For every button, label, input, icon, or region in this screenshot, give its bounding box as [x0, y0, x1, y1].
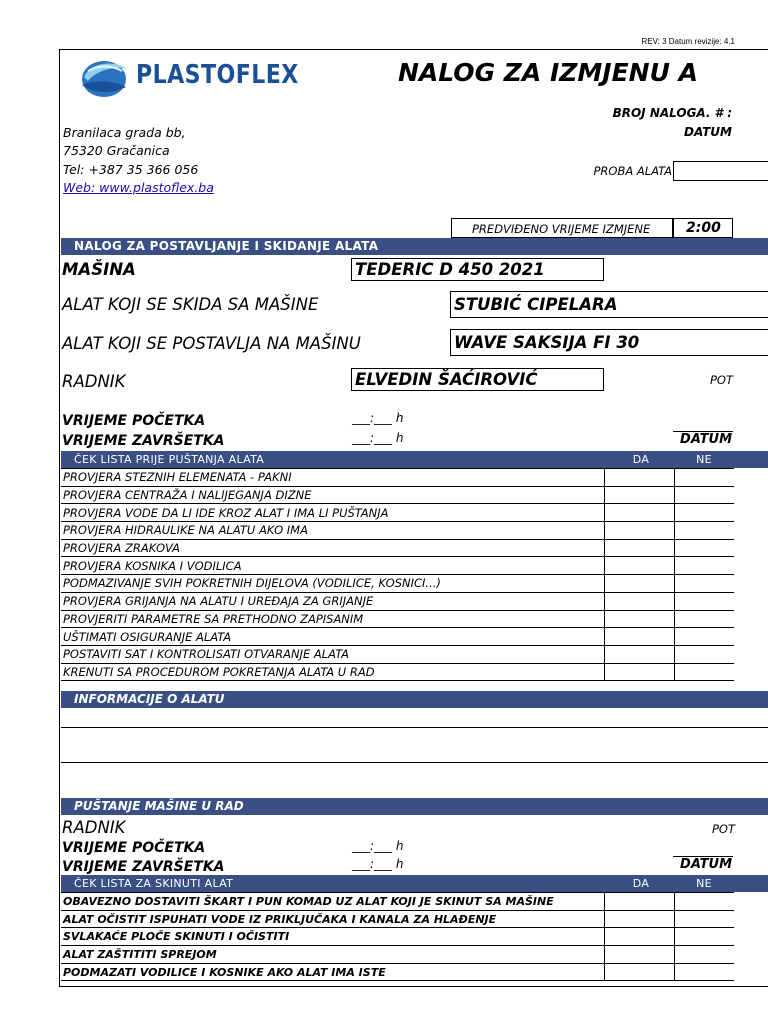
- checklist-row: [61, 645, 734, 663]
- checkbox-ne[interactable]: [674, 963, 734, 981]
- checklist-item-label: PROVJERA ZRAKOVA: [61, 539, 604, 557]
- masina-value: TEDERIC D 450 2021: [355, 260, 545, 279]
- checkbox-ne[interactable]: [674, 928, 734, 946]
- datum-label-1: DATUM: [680, 432, 732, 447]
- checkbox-da[interactable]: [604, 504, 674, 522]
- section-title-postavljanje: NALOG ZA POSTAVLJANJE I SKIDANJE ALATA: [61, 238, 768, 255]
- checkbox-ne[interactable]: [674, 575, 734, 593]
- document-title: NALOG ZA IZMJENU A: [398, 58, 698, 87]
- checklist-row: [61, 592, 734, 610]
- radnik-label-2: RADNIK: [62, 818, 126, 837]
- checkbox-da[interactable]: [604, 645, 674, 663]
- checklist-row: [61, 469, 734, 487]
- informacije-text-area[interactable]: [61, 708, 768, 798]
- checkbox-ne[interactable]: [674, 910, 734, 928]
- section-title-informacije: INFORMACIJE O ALATU: [61, 691, 768, 708]
- checklist-remove-table: [61, 892, 734, 981]
- checkbox-ne[interactable]: [674, 486, 734, 504]
- checkbox-da[interactable]: [604, 557, 674, 575]
- checkbox-ne[interactable]: [674, 504, 734, 522]
- checkbox-da[interactable]: [604, 628, 674, 646]
- checklist-row: [61, 963, 734, 981]
- checkbox-da[interactable]: [604, 539, 674, 557]
- checklist-row: [61, 628, 734, 646]
- checklist-item-label: PROVJERA VODE DA LI IDE KROZ ALAT I IMA LI PUŠTANJA: [61, 504, 604, 522]
- predvideno-value-box[interactable]: [673, 218, 733, 238]
- checkbox-da[interactable]: [604, 663, 674, 681]
- website-link[interactable]: Web: www.plastoflex.ba: [63, 180, 214, 195]
- proba-alata-field[interactable]: [673, 161, 768, 181]
- phone-number: Tel: +387 35 366 056: [63, 162, 199, 177]
- alat-skida-value: STUBIĆ CIPELARA: [454, 295, 618, 314]
- checklist-row: [61, 610, 734, 628]
- plastoflex-logo-icon: [78, 57, 134, 101]
- predvideno-box: [451, 218, 673, 238]
- checkbox-da[interactable]: [604, 963, 674, 981]
- checklist-item-label: PODMAZATI VODILICE I KOSNIKE AKO ALAT IMA ISTE: [61, 963, 604, 981]
- checkbox-ne[interactable]: [674, 522, 734, 540]
- checkbox-da[interactable]: [604, 592, 674, 610]
- checkbox-da[interactable]: [604, 522, 674, 540]
- checklist-item-label: POSTAVITI SAT I KONTROLISATI OTVARANJE ALATA: [61, 645, 604, 663]
- checklist-item-label: PROVJERA KOSNIKA I VODILICA: [61, 557, 604, 575]
- address-line-2: 75320 Gračanica: [63, 143, 170, 158]
- checklist-item-label: ALAT OČISTIT ISPUHATI VODE IZ PRIKLJUČAKA I KANALA ZA HLAĐENJE: [61, 910, 604, 928]
- checklist-before-table: [61, 468, 734, 681]
- col-ne-header-2: NE: [696, 877, 712, 890]
- checklist-row: [61, 663, 734, 681]
- address-line-1: Branilaca grada bb,: [63, 125, 186, 140]
- col-da-header: DA: [632, 453, 650, 466]
- masina-label: MAŠINA: [62, 260, 136, 279]
- vrijeme-zavrsetka-label-2: VRIJEME ZAVRŠETKA: [62, 859, 225, 875]
- proba-alata-label: PROBA ALATA: [593, 164, 672, 178]
- alat-skida-box[interactable]: [450, 291, 768, 318]
- checklist-item-label: PROVJERA HIDRAULIKE NA ALATU AKO IMA: [61, 522, 604, 540]
- masina-value-box[interactable]: [351, 258, 604, 281]
- checkbox-ne[interactable]: [674, 893, 734, 911]
- checkbox-da[interactable]: [604, 910, 674, 928]
- checkbox-da[interactable]: [604, 893, 674, 911]
- checklist-before-title: [61, 451, 768, 468]
- radnik-label: RADNIK: [62, 372, 126, 391]
- checkbox-ne[interactable]: [674, 663, 734, 681]
- checklist-row: [61, 946, 734, 964]
- checkbox-ne[interactable]: [674, 557, 734, 575]
- radnik-value: ELVEDIN ŠAĆIROVIĆ: [355, 370, 538, 389]
- checklist-item-label: PROVJERA STEZNIH ELEMENATA - PAKNI: [61, 469, 604, 487]
- radnik-value-box[interactable]: [351, 368, 604, 391]
- checkbox-ne[interactable]: [674, 645, 734, 663]
- checklist-row: [61, 522, 734, 540]
- checkbox-ne[interactable]: [674, 592, 734, 610]
- checklist-row: [61, 893, 734, 911]
- col-ne-header: NE: [696, 453, 712, 466]
- checkbox-ne[interactable]: [674, 610, 734, 628]
- checklist-row: [61, 504, 734, 522]
- checklist-row: [61, 486, 734, 504]
- checklist-item-label: PROVJERITI PARAMETRE SA PRETHODNO ZAPISANIM: [61, 610, 604, 628]
- checklist-before-heading: ČEK LISTA PRIJE PUŠTANJA ALATA: [74, 453, 265, 466]
- checkbox-da[interactable]: [604, 610, 674, 628]
- predvideno-value: 2:00: [686, 220, 721, 236]
- checklist-remove-title: [61, 875, 768, 892]
- alat-postavlja-label: ALAT KOJI SE POSTAVLJA NA MAŠINU: [62, 334, 361, 353]
- checkbox-ne[interactable]: [674, 539, 734, 557]
- checklist-item-label: KRENUTI SA PROCEDUROM POKRETANJA ALATA U RAD: [61, 663, 604, 681]
- alat-postavlja-value: WAVE SAKSIJA FI 30: [454, 333, 640, 352]
- brand-name: PLASTOFLEX: [136, 60, 299, 90]
- datum-label-header: DATUM: [684, 125, 732, 139]
- vrijeme-zavrsetka-field[interactable]: ___:___ h: [352, 431, 404, 445]
- datum-label-2: DATUM: [680, 857, 732, 872]
- vrijeme-pocetka-label: VRIJEME POČETKA: [62, 413, 206, 429]
- checklist-item-label: PROVJERA CENTRAŽA I NALIJEGANJA DIZNE: [61, 486, 604, 504]
- col-da-header-2: DA: [632, 877, 650, 890]
- vrijeme-pocetka-label-2: VRIJEME POČETKA: [62, 840, 206, 856]
- vrijeme-zavrsetka-field-2[interactable]: ___:___ h: [352, 857, 404, 871]
- revision-info: REV: 3 Datum revizije: 4.1: [641, 37, 735, 46]
- checkbox-ne[interactable]: [674, 469, 734, 487]
- company-logo: [78, 55, 318, 105]
- checkbox-da[interactable]: [604, 946, 674, 964]
- checkbox-da[interactable]: [604, 575, 674, 593]
- checklist-remove-heading: ČEK LISTA ZA SKINUTI ALAT: [74, 877, 234, 890]
- section-title-pustanje: PUŠTANJE MAŠINE U RAD: [61, 798, 768, 815]
- checklist-row: [61, 575, 734, 593]
- vrijeme-zavrsetka-label: VRIJEME ZAVRŠETKA: [62, 433, 225, 449]
- alat-skida-label: ALAT KOJI SE SKIDA SA MAŠINE: [62, 295, 319, 314]
- checklist-item-label: PODMAZIVANJE SVIH POKRETNIH DIJELOVA (VODILICE, KOSNICI...): [61, 575, 604, 593]
- vrijeme-pocetka-field[interactable]: ___:___ h: [352, 411, 404, 425]
- predvideno-label: PREDVIĐENO VRIJEME IZMJENE: [472, 222, 651, 236]
- alat-postavlja-box[interactable]: [450, 329, 768, 356]
- checklist-item-label: ALAT ZAŠTITITI SPREJOM: [61, 946, 604, 964]
- checkbox-da[interactable]: [604, 928, 674, 946]
- checklist-item-label: SVLAKAĆE PLOČE SKINUTI I OČISTITI: [61, 928, 604, 946]
- checkbox-da[interactable]: [604, 486, 674, 504]
- checkbox-ne[interactable]: [674, 628, 734, 646]
- checklist-row: [61, 539, 734, 557]
- checkbox-da[interactable]: [604, 469, 674, 487]
- pot-label: POT: [710, 373, 734, 387]
- checklist-item-label: PROVJERA GRIJANJA NA ALATU I UREĐAJA ZA GRIJANJE: [61, 592, 604, 610]
- checklist-row: [61, 557, 734, 575]
- checklist-row: [61, 910, 734, 928]
- checklist-item-label: OBAVEZNO DOSTAVITI ŠKART I PUN KOMAD UZ ALAT KOJI JE SKINUT SA MAŠINE: [61, 893, 604, 911]
- checkbox-ne[interactable]: [674, 946, 734, 964]
- broj-naloga-label: BROJ NALOGA. # :: [612, 106, 732, 120]
- vrijeme-pocetka-field-2[interactable]: ___:___ h: [352, 839, 404, 853]
- pot-label-2: POT: [712, 822, 736, 836]
- checklist-item-label: UŠTIMATI OSIGURANJE ALATA: [61, 628, 604, 646]
- checklist-row: [61, 928, 734, 946]
